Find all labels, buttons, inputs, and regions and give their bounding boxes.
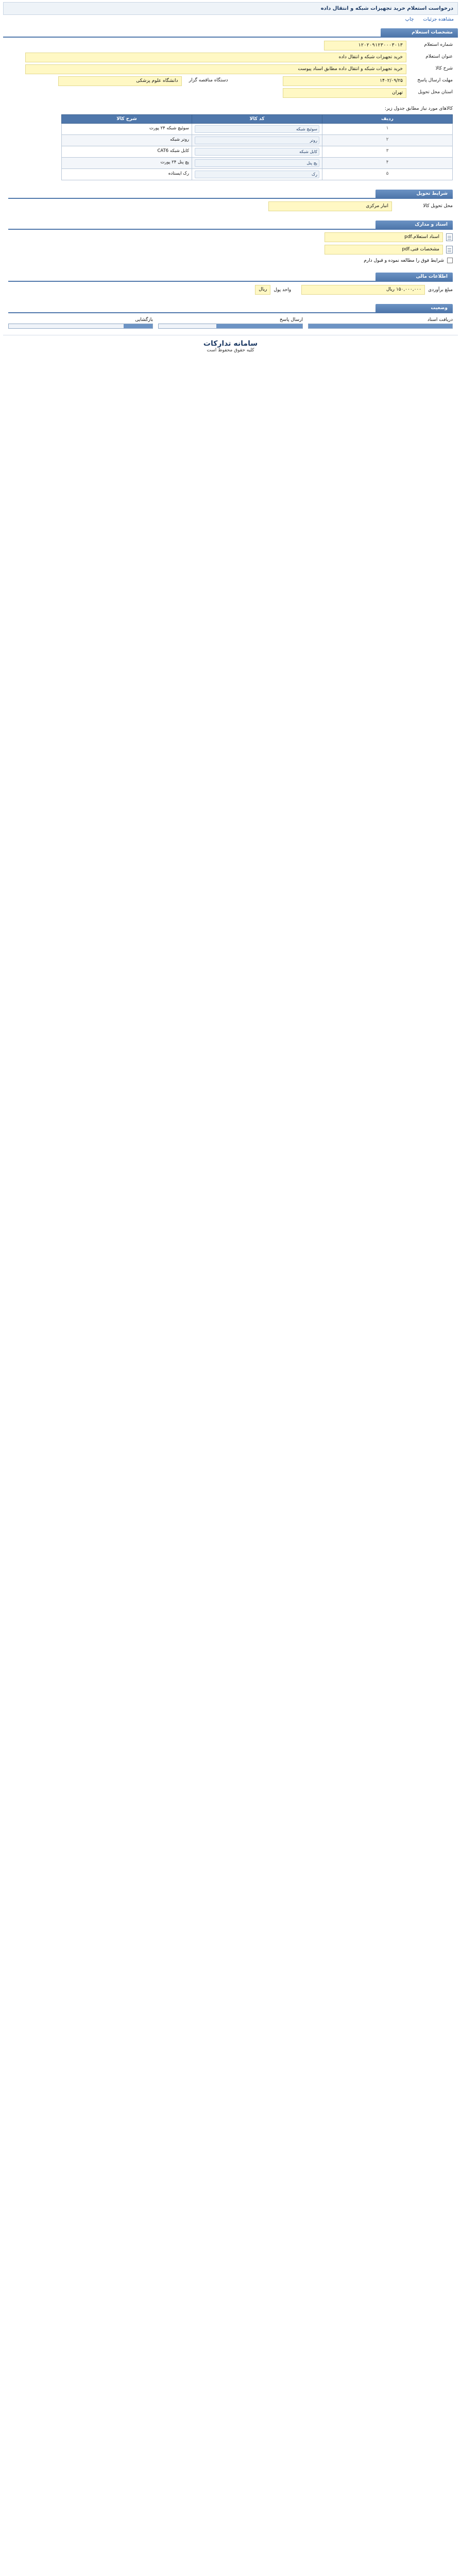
section-divider <box>8 312 453 313</box>
title-label: عنوان استعلام <box>425 54 453 59</box>
currency-value: ریال <box>255 285 270 295</box>
desc-row <box>8 64 453 75</box>
item-code <box>192 135 322 146</box>
item-description: پچ پنل ۲۴ پورت <box>62 158 192 169</box>
row-number: ۵ <box>322 169 453 180</box>
general-info <box>3 38 458 102</box>
item-code <box>192 124 322 135</box>
progress-label: بازگشایی <box>135 317 153 323</box>
item-code-pill: پچ پنل <box>195 159 319 167</box>
title-row <box>8 53 453 63</box>
budget-section <box>8 268 453 282</box>
item-code-pill: روتر <box>195 137 319 144</box>
print-link[interactable]: چاپ <box>405 17 414 22</box>
details-link[interactable]: مشاهده جزئیات <box>423 17 454 22</box>
progress-item <box>8 317 153 329</box>
attachments-section <box>8 216 453 230</box>
progress-label: دریافت اسناد <box>427 317 453 323</box>
item-code <box>192 146 322 158</box>
document-icon <box>446 233 453 241</box>
desc-label: شرح کالا <box>435 66 453 71</box>
footer-logo: سامانه تدارکات <box>203 340 258 348</box>
item-description: کابل شبکه CAT6 <box>62 146 192 158</box>
province-row <box>8 88 453 98</box>
items-body <box>62 124 453 180</box>
delivery-section-header: شرایط تحویل <box>375 190 453 198</box>
org-value: دانشگاه علوم پزشکی <box>58 76 182 86</box>
items-table <box>61 114 453 180</box>
progress-bar <box>8 324 153 329</box>
items-header-row <box>62 115 453 124</box>
section-divider <box>8 198 453 199</box>
org-label: دستگاه مناقصه گزار <box>189 78 228 83</box>
row-number: ۳ <box>322 146 453 158</box>
request-no-row <box>8 41 453 51</box>
progress-section-header: وضعیت <box>375 304 453 312</box>
progress-label: ارسال پاسخ <box>279 317 303 323</box>
progress-fill <box>124 324 152 328</box>
items-note: کالاهای مورد نیاز مطابق جدول زیر: <box>384 106 453 111</box>
progress-bar <box>158 324 303 329</box>
deadline-value: ۱۴۰۲/۰۹/۲۵ <box>283 76 406 86</box>
section-divider <box>8 281 453 282</box>
progress-bar <box>308 324 453 329</box>
attachment-item <box>8 245 453 255</box>
attachments-section-header: اسناد و مدارک <box>375 221 453 229</box>
col-code: کد کالا <box>192 115 322 124</box>
item-code <box>192 158 322 169</box>
province-value: تهران <box>283 88 406 98</box>
item-description: رک ایستاده <box>62 169 192 180</box>
currency-label: واحد پول <box>274 287 292 293</box>
section-divider <box>8 229 453 230</box>
document-icon <box>446 246 453 253</box>
org-group <box>8 76 228 86</box>
item-code-pill: کابل شبکه <box>195 148 319 156</box>
table-row <box>62 124 453 135</box>
request-no-value: ۱۲۰۲۰۹۱۲۳۰۰۰۳۰۱۳ <box>324 41 406 50</box>
top-links <box>3 15 458 24</box>
progress-item <box>158 317 303 329</box>
footer-text: کلیه حقوق محفوظ است <box>207 348 254 353</box>
item-code-pill: سوئیچ شبکه <box>195 125 319 133</box>
row-number: ۱ <box>322 124 453 135</box>
delivery-place-value: انبار مرکزی <box>268 201 392 211</box>
col-desc: شرح کالا <box>62 115 192 124</box>
progress-section <box>8 300 453 313</box>
table-row <box>62 135 453 146</box>
attachment-file[interactable]: اسناد استعلام.pdf <box>325 232 443 242</box>
footer <box>3 335 458 357</box>
amount-label: مبلغ برآوردی <box>428 287 453 293</box>
item-code-pill: رک <box>195 171 319 178</box>
table-row <box>62 158 453 169</box>
confirm-label: شرایط فوق را مطالعه نموده و قبول دارم <box>364 258 444 263</box>
col-row: ردیف <box>322 115 453 124</box>
table-row <box>62 169 453 180</box>
row-number: ۲ <box>322 135 453 146</box>
desc-value: خرید تجهیزات شبکه و انتقال داده مطابق اسناد پیوست <box>25 64 406 74</box>
page-title: درخواست استعلام خرید تجهیزات شبکه و انتقال داده <box>3 2 458 15</box>
page <box>0 0 461 360</box>
request-no-label: شماره استعلام <box>424 42 453 47</box>
deadline-pair <box>8 76 453 86</box>
deadline-row <box>8 76 453 87</box>
amount-group <box>301 285 453 295</box>
progress-fill <box>216 324 302 328</box>
item-description: سوئیچ شبکه ۲۴ پورت <box>62 124 192 135</box>
attachment-item <box>8 232 453 242</box>
currency-group <box>255 285 291 295</box>
budget-section-header: اطلاعات مالی <box>375 273 453 281</box>
general-section-header: مشخصات استعلام <box>381 28 458 37</box>
budget-row <box>8 285 453 295</box>
item-description: روتر شبکه <box>62 135 192 146</box>
amount-value: ۱۵۰,۰۰۰,۰۰۰ ریال <box>301 285 425 295</box>
province-label: استان محل تحویل <box>418 90 453 95</box>
progress-item <box>308 317 453 329</box>
delivery-section <box>8 185 453 211</box>
confirm-row <box>8 258 453 263</box>
progress-fill <box>309 324 452 328</box>
deadline-label: مهلت ارسال پاسخ <box>417 78 453 83</box>
title-value: خرید تجهیزات شبکه و انتقال داده <box>25 53 406 62</box>
progress-wrap <box>8 317 453 329</box>
progress-list <box>8 317 453 329</box>
attachment-file[interactable]: مشخصات فنی.pdf <box>325 245 443 255</box>
delivery-place-label: محل تحویل کالا <box>423 204 453 209</box>
confirm-checkbox[interactable] <box>447 258 453 263</box>
item-code <box>192 169 322 180</box>
deadline-group <box>233 76 453 86</box>
row-number: ۴ <box>322 158 453 169</box>
delivery-place-row <box>8 201 453 211</box>
table-row <box>62 146 453 158</box>
